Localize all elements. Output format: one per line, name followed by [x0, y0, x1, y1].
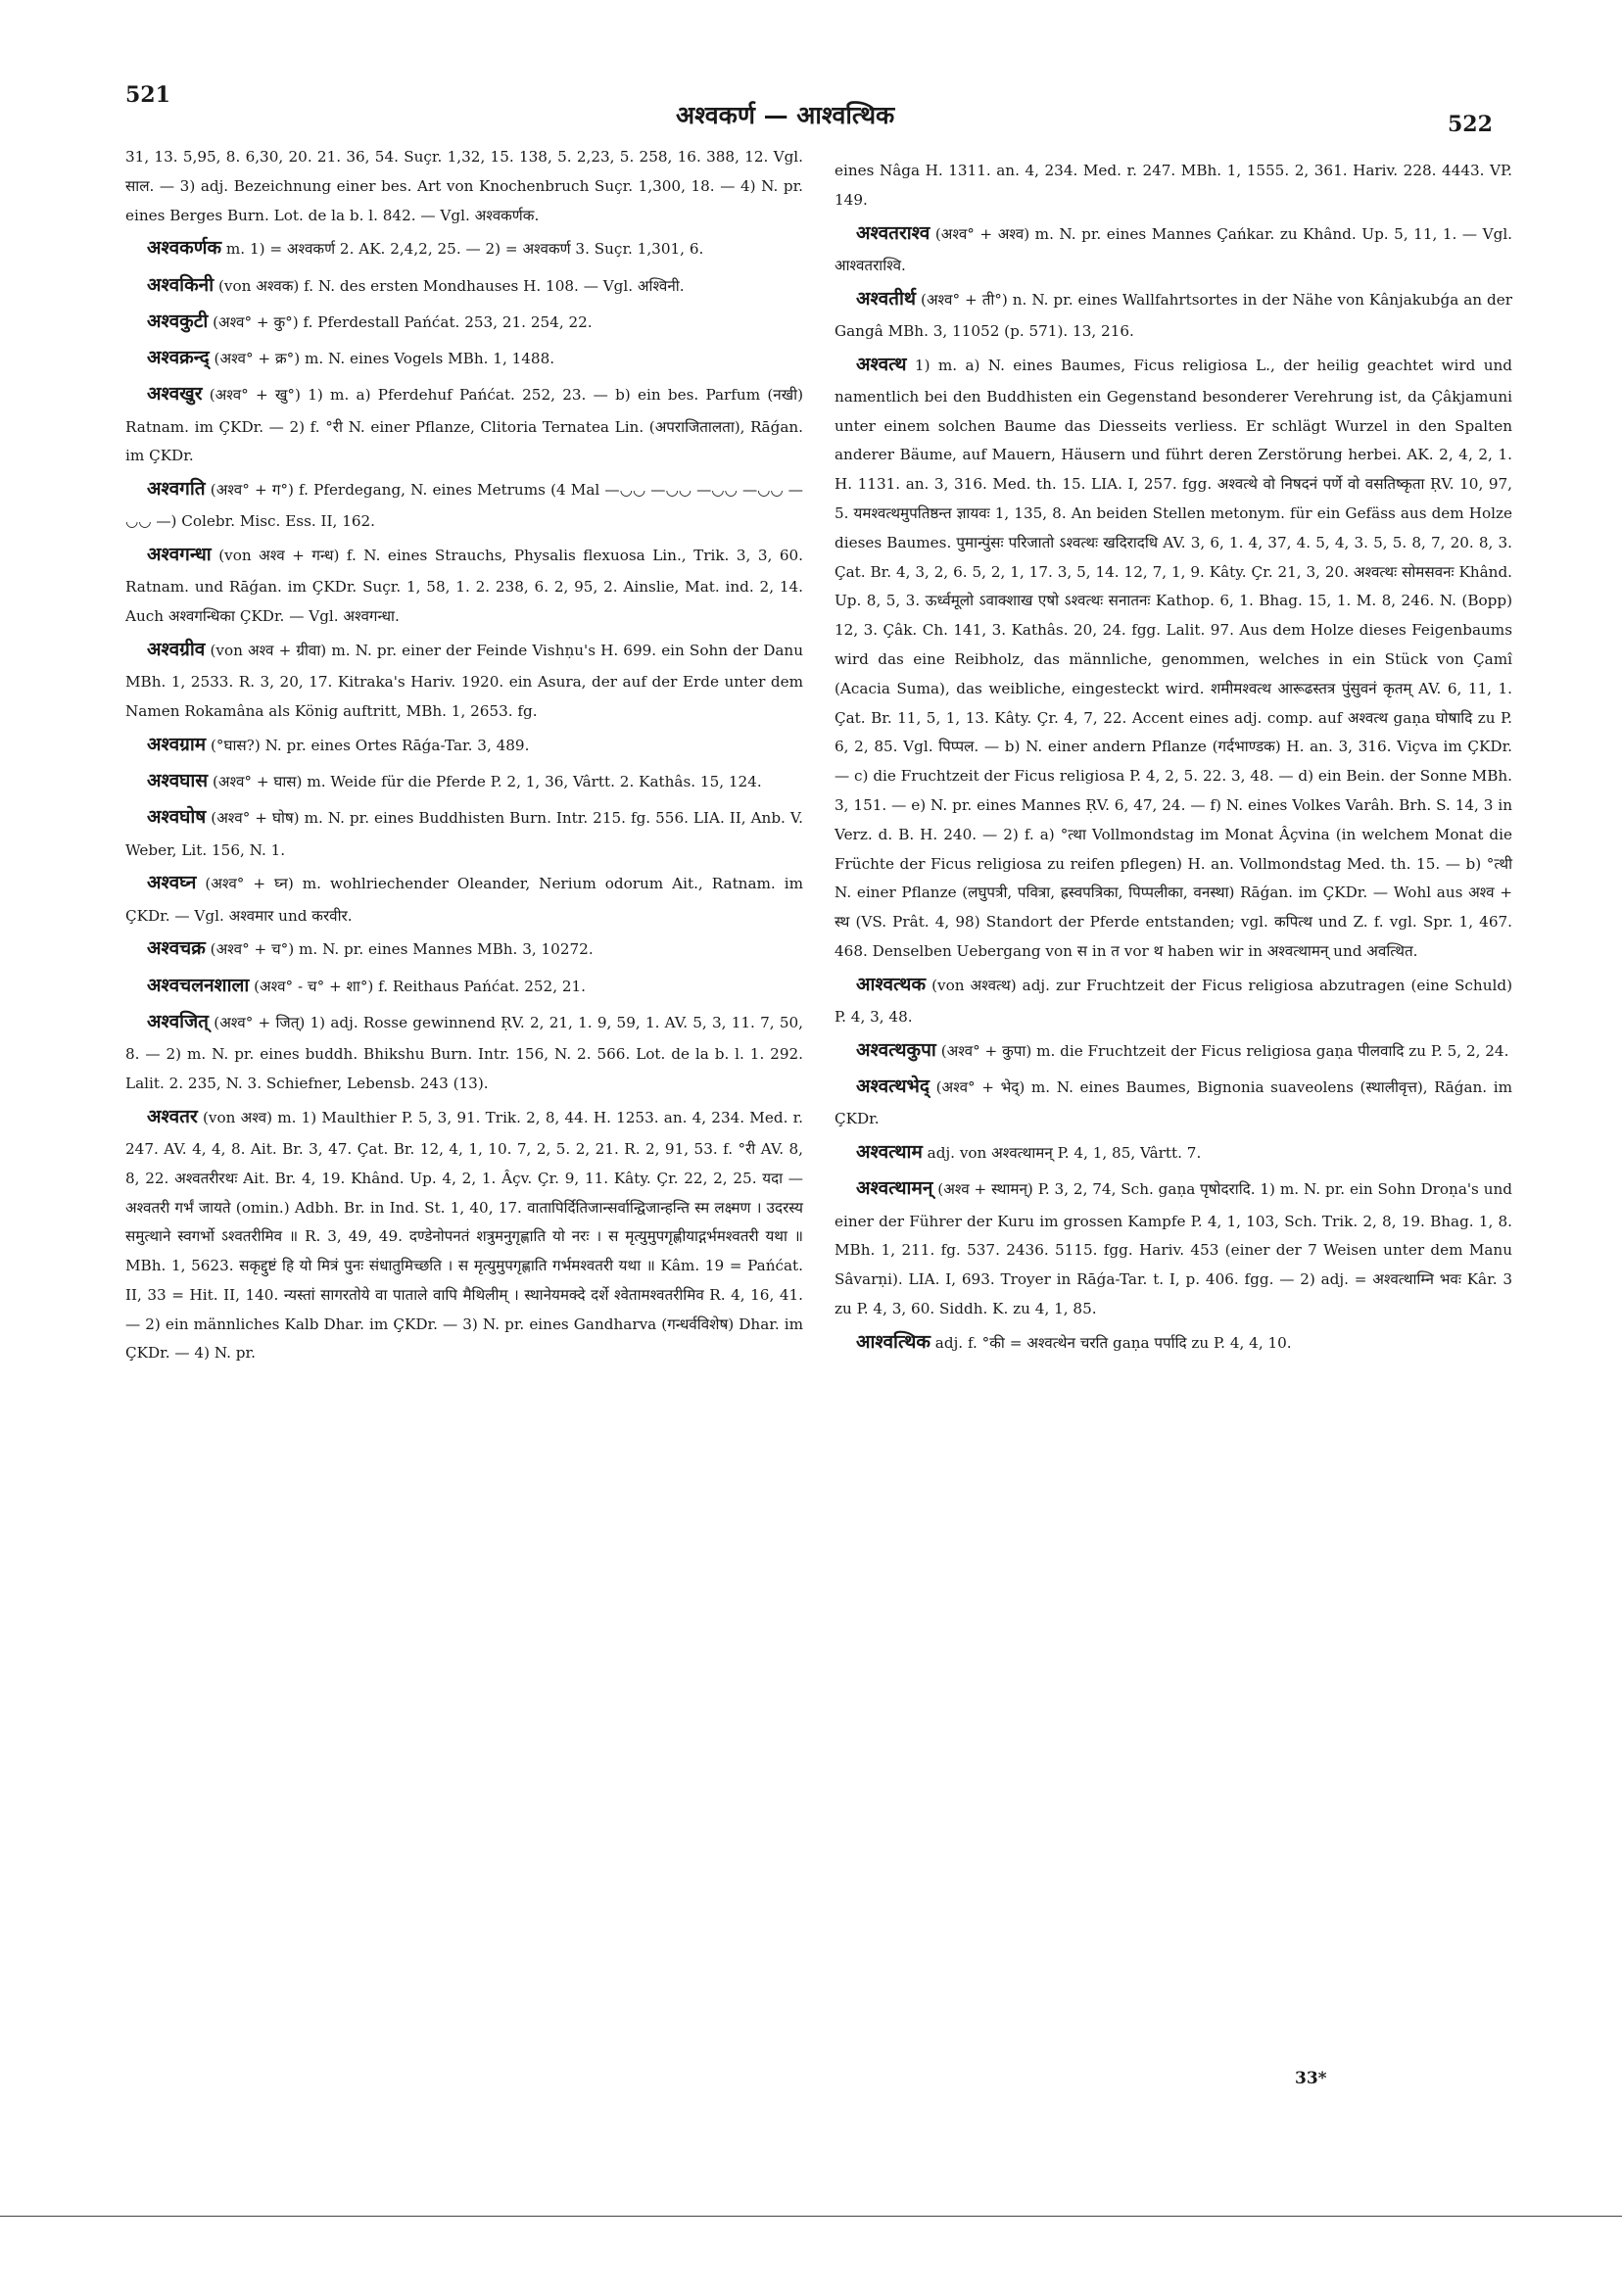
- dictionary-entry: [125, 340, 803, 376]
- entry-headword: अश्वत्थकुपा: [856, 1038, 936, 1061]
- entry-body: (अश्व° + ती°) n. N. pr. eines Wallfahrtsortes in der Nähe von Kânjakubǵa an der Gangâ MBh. 3, 11052 (p. 571). 13, 216.: [835, 290, 1513, 340]
- entry-body: (von अश्वक) f. N. des ersten Mondhauses H. 108. — Vgl. अश्विनी.: [217, 276, 685, 295]
- entry-headword: अश्वघोष: [147, 806, 207, 829]
- entry-headword: अश्वगति: [147, 478, 206, 501]
- entry-headword: अश्वतर: [147, 1105, 198, 1127]
- entry-body: (अश्व° + कुपा) m. die Fruchtzeit der Ficus religiosa gaṇa पीलवादि zu P. 5, 2, 24.: [940, 1041, 1509, 1060]
- right-column: [835, 157, 1512, 1361]
- dictionary-entry: [125, 931, 803, 967]
- entry-body: (अश्व + स्थामन्) P. 3, 2, 74, Sch. gaṇa पृषोदरादि. 1) m. N. pr. ein Sohn Droṇa's und einer der Führer der Kuru im grossen Kampfe P. 4, 1, 103, Sch. Trik. 2, 8, 19. Bhag. 1, 8. MBh. 1, 211. fg. 537. 2436. 5115. fgg. Hariv. 453 (einer der 7 Weisen unter dem Manu Sâvarṇi). LIA. I, 693. Troyer in Rāǵa-Tar. t. I, p. 406. fgg. — 2) adj. = अश्वत्थाम्नि भवः Kâr. 3 zu P. 4, 3, 60. Siddh. K. zu 4, 1, 85.: [835, 1180, 1512, 1317]
- dictionary-entry: [835, 281, 1512, 347]
- entry-body: (अश्व° + घ्न) m. wohlriechender Oleander, Nerium odorum Ait., Ratnam. im ÇKDr. — Vgl. अश्वमार und करवीर.: [125, 875, 803, 925]
- entry-body: (अश्व° + अश्व) m. N. pr. eines Mannes Çańkar. zu Khând. Up. 5, 11, 1. — Vgl. आश्वतराश्वि.: [835, 224, 1513, 274]
- entry-body: (अश्व° + जित्) 1) adj. Rosse gewinnend ṚV. 2, 21, 1. 9, 59, 1. AV. 5, 3, 11. 7, 50, 8. — 2) m. N. pr. eines buddh. Bhikshu Burn. Intr. 156, N. 2. 566. Lot. de la b. l. 1. 292. Lalit. 2. 235, N. 3. Schiefner, Lebensb. 243 (13).: [125, 1013, 804, 1092]
- dictionary-entry: [125, 1099, 803, 1369]
- dictionary-entry: [835, 1134, 1512, 1171]
- entry-headword: अश्वकिनी: [147, 273, 215, 296]
- dictionary-entry: [125, 267, 803, 304]
- entry-body: 1) m. a) N. eines Baumes, Ficus religiosa L., der heilig geachtet wird und namentlich bei den Buddhisten ein Gegenstand besonderer Verehrung ist, da Çâkjamuni unter einem solchen Baume das Diesseits verliess. Er schlägt Wurzel in den Spalten anderer Bäume, auf Mauern, Häusern und führt deren Zerstörung herbei. AK. 2, 4, 2, 1. H. 1131. an. 3, 316. Med. th. 15. LIA. I, 257. fgg. अश्वत्थे वो निषदनं पर्णे वो वसतिष्कृता ṚV. 10, 97, 5. यमश्वत्थमुपतिष्ठन्त ज्ञायवः 1, 135, 8. An beiden Stellen metonym. für ein Gefäss aus dem Holze dieses Baumes. पुमान्पुंसः परिजातो ऽश्वत्थः खदिरादधि AV. 3, 6, 1. 4, 37, 4. 5, 4, 3. 5, 5. 8, 7, 20. 8, 3. Çat. Br. 4, 3, 2, 6. 5, 2, 1, 17. 3, 5, 14. 12, 7, 1, 9. Kâty. Çr. 21, 3, 20. अश्वत्थः सोमसवनः Khând. Up. 8, 5, 3. ऊर्ध्वमूलो ऽवाक्शाख एषो ऽश्वत्थः सनातनः Kathop. 6, 1. Bhag. 15, 1. M. 8, 246. N. (Bopp) 12, 3. Çâk. Ch. 141, 3. Kathâs. 20, 24. fgg. Lalit. 97. Aus dem Holze dieses Feigenbaums wird das eine Reibholz, das männliche, genommen, welches in ein Stück von Çamî (Acacia Suma), das weibliche, eingesteckt wird. शमीमश्वत्थ आरूढस्तत्र पुंसुवनं कृतम् AV. 6, 11, 1. Çat. Br. 11, 5, 1, 13. Kâty. Çr. 4, 7, 22. Accent eines adj. comp. auf अश्वत्थ gaṇa घोषादि zu P. 6, 2, 85. Vgl. पिप्पल. — b) N. einer andern Pflanze (गर्दभाण्डक) H. an. 3, 316. Viçva im ÇKDr. — c) die Fruchtzeit der Ficus religiosa P. 4, 2, 5. 22. 3, 48. — d) ein Bein. der Sonne MBh. 3, 151. — e) N. pr. eines Mannes ṚV. 6, 47, 24. — f) N. eines Volkes Varâh. Brh. S. 14, 3 in Verz. d. B. H. 240. — 2) f. a) °त्था Vollmondstag im Monat Âçvina (in welchem Monat die Früchte der Ficus religiosa zu reifen pflegen) H. an. Vollmondstag Med. th. 15. — b) °त्थी N. einer Pflanze (लघुपत्री, पवित्रा, ह्रस्वपत्रिका, पिप्पलीका, वनस्था) Rāǵan. im ÇKDr. — Wohl aus अश्व + स्थ (VS. Prât. 4, 98) Standort der Pferde entstanden; vgl. कपित्थ und Z. f. vgl. Spr. 1, 467. 468. Denselben Uebergang von स in त vor थ haben wir in अश्वत्थामन् und अवत्थित.: [835, 356, 1512, 961]
- page-number-left: 521: [125, 82, 170, 108]
- dictionary-entry: [125, 376, 803, 471]
- entry-headword: अश्वघ्न: [147, 872, 197, 894]
- entry-body: (अश्व° + ग°) f. Pferdegang, N. eines Metrums (4 Mal —◡◡ —◡◡ —◡◡ —◡◡ —◡◡ —) Colebr. Misc. Ess. II, 162.: [125, 481, 803, 531]
- dictionary-entry: [835, 1171, 1512, 1323]
- entry-headword: अश्वकर्णक: [147, 237, 222, 260]
- entry-headword: अश्वक्रन्द्: [147, 347, 210, 369]
- entry-headword: अश्वतीर्थ: [856, 287, 917, 310]
- entry-headword: अश्वत्थाम: [856, 1141, 923, 1164]
- dictionary-entry: [835, 157, 1512, 215]
- entry-body: eines Nâga H. 1311. an. 4, 234. Med. r. 247. MBh. 1, 1555. 2, 361. Hariv. 228. 4443. VP. 149.: [835, 162, 1512, 209]
- left-column: [125, 143, 803, 1368]
- entry-body: (von अश्व) m. 1) Maulthier P. 5, 3, 91. Trik. 2, 8, 44. H. 1253. an. 4, 234. Med. r. 247. AV. 4, 4, 8. Ait. Br. 3, 47. Çat. Br. 12, 4, 1, 10. 7, 2, 5. 2, 21. R. 2, 91, 53. f. °री AV. 8, 8, 22. अश्वतरीरथः Ait. Br. 4, 19. Khând. Up. 4, 2, 1. Âçv. Çr. 9, 11. Kâty. Çr. 22, 2, 25. यदा — अश्वतरी गर्भं जायते (omin.) Adbh. Br. in Ind. St. 1, 40, 17. वातापिर्दितिजान्सर्वान्द्विजान्हन्ति स्म लक्ष्मण । उदरस्य समुत्थाने स्वगर्भो ऽश्वतरीमिव ॥ R. 3, 49, 49. दण्डेनोपनतं शत्रुमनुगृह्णाति यो नरः । स मृत्युमुपगृह्णीयाद्गर्भमश्वतरी यथा ॥ MBh. 1, 5623. सकृद्दुष्टं हि यो मित्रं पुनः संधातुमिच्छति । स मृत्युमुपगृह्णाति गर्भमश्वतरी यथा ॥ Kâm. 19 = Pańćat. II, 33 = Hit. II, 140. न्यस्तां सागरतोये वा पाताले वापि मैथिलीम् । स्थानेयमक्दे दर्शे श्वेतामश्वतरीमिव R. 4, 16, 41. — 2) ein männliches Kalb Dhar. im ÇKDr. — 3) N. pr. eines Gandharva (गन्धर्वविशेष) Dhar. im ÇKDr. — 4) N. pr.: [125, 1108, 804, 1363]
- entry-headword: अश्वचक्र: [147, 937, 206, 960]
- bottom-rule: [0, 2216, 1622, 2217]
- entry-body: (अश्व° - च° + शा°) f. Reithaus Pańćat. 252, 21.: [254, 977, 587, 995]
- entry-headword: अश्वत्थ: [856, 353, 907, 375]
- entry-body: (von अश्व + ग्रीवा) m. N. pr. einer der Feinde Vishṇu's H. 699. ein Sohn der Danu MBh. 1, 2533. R. 3, 20, 17. Kitraka's Hariv. 1920. ein Asura, der auf der Erde unter dem Namen Rokamâna als König auftritt, MBh. 1, 2653. fg.: [125, 642, 803, 721]
- dictionary-entry: [125, 230, 803, 266]
- dictionary-entry: [125, 799, 803, 865]
- dictionary-entry: [835, 347, 1512, 967]
- dictionary-entry: [125, 537, 803, 632]
- entry-body: (अश्व° + कु°) f. Pferdestall Pańćat. 253, 21. 254, 22.: [213, 312, 593, 331]
- entry-body: m. 1) = अश्वकर्ण 2. AK. 2,4,2, 25. — 2) = अश्वकर्ण 3. Suçr. 1,301, 6.: [225, 240, 704, 259]
- dictionary-entry: [125, 1004, 803, 1099]
- entry-headword: अश्वकुटी: [147, 310, 209, 332]
- entry-body: (अश्व° + भेद्) m. N. eines Baumes, Bignonia suaveolens (स्थालीवृत्त), Rāǵan. im ÇKDr.: [835, 1078, 1513, 1128]
- entry-body: 31, 13. 5,95, 8. 6,30, 20. 21. 36, 54. Suçr. 1,32, 15. 138, 5. 2,23, 5. 258, 16. 388, 12. Vgl. साल. — 3) adj. Bezeichnung einer bes. Art von Knochenbruch Suçr. 1,300, 18. — 4) N. pr. eines Berges Burn. Lot. de la b. l. 842. — Vgl. अश्वकर्णक.: [125, 148, 803, 224]
- entry-body: (अश्व° + खु°) 1) m. a) Pferdehuf Pańćat. 252, 23. — b) ein bes. Parfum (नखी) Ratnam. im ÇKDr. — 2) f. °री N. einer Pflanze, Clitoria Ternatea Lin. (अपराजितालता), Rāǵan. im ÇKDr.: [125, 386, 803, 465]
- entry-body: (°घास?) N. pr. eines Ortes Rāǵa-Tar. 3, 489.: [210, 736, 530, 754]
- dictionary-entry: [125, 143, 803, 230]
- dictionary-entry: [125, 471, 803, 537]
- dictionary-entry: [125, 727, 803, 763]
- dictionary-entry: [125, 632, 803, 727]
- entry-body: (von अश्वत्थ) adj. zur Fruchtzeit der Ficus religiosa abzutragen (eine Schuld) P. 4, 3, 48.: [835, 976, 1512, 1027]
- entry-body: (अश्व° + घास) m. Weide für die Pferde P. 2, 1, 36, Vârtt. 2. Kathâs. 15, 124.: [212, 773, 762, 791]
- entry-headword: अश्वग्राम: [147, 733, 207, 755]
- entry-body: (अश्व° + क्र°) m. N. eines Vogels MBh. 1, 1488.: [214, 350, 555, 368]
- entry-headword: अश्वतराश्व: [856, 221, 930, 244]
- page-number-right: 522: [1448, 112, 1493, 137]
- entry-headword: अश्वघास: [147, 770, 209, 792]
- entry-headword: अश्वग्रीव: [147, 639, 206, 661]
- entry-headword: अश्वत्थभेद्: [856, 1076, 930, 1098]
- entry-headword: अश्वखुर: [147, 383, 203, 406]
- entry-headword: अश्वत्थामन्: [856, 1177, 933, 1200]
- dictionary-entry: [835, 967, 1512, 1032]
- entry-headword: अश्वजित्: [147, 1010, 210, 1032]
- entry-body: adj. von अश्वत्थामन् P. 4, 1, 85, Vârtt. 7.: [927, 1144, 1202, 1163]
- dictionary-entry: [125, 865, 803, 931]
- entry-body: (von अश्व + गन्ध) f. N. eines Strauchs, Physalis flexuosa Lin., Trik. 3, 3, 60. Ratnam. und Rāǵan. im ÇKDr. Suçr. 1, 58, 1. 2. 238, 6. 2, 95, 2. Ainslie, Mat. ind. 2, 14. Auch अश्वगन्धिका ÇKDr. — Vgl. अश्वगन्धा.: [125, 547, 803, 626]
- dictionary-entry: [835, 215, 1512, 281]
- entry-body: (अश्व° + घोष) m. N. pr. eines Buddhisten Burn. Intr. 215. fg. 556. LIA. II, Anb. V. Weber, Lit. 156, N. 1.: [125, 809, 803, 859]
- dictionary-entry: [125, 763, 803, 799]
- entry-body: (अश्व° + च°) m. N. pr. eines Mannes MBh. 3, 10272.: [210, 940, 594, 959]
- dictionary-entry: [125, 304, 803, 340]
- entry-headword: आश्वत्थक: [856, 973, 927, 995]
- entry-headword: अश्वचलनशाला: [147, 974, 250, 996]
- dictionary-entry: [125, 968, 803, 1004]
- signature-mark: 33*: [1295, 2069, 1327, 2088]
- entry-headword: अश्वगन्धा: [147, 544, 212, 566]
- entry-headword: आश्वत्थिक: [856, 1330, 930, 1353]
- dictionary-entry: [835, 1324, 1512, 1361]
- dictionary-entry: [835, 1032, 1512, 1069]
- entry-body: adj. f. °की = अश्वत्थेन चरति gaṇa पर्पादि zu P. 4, 4, 10.: [934, 1333, 1292, 1352]
- running-head: अश्वकर्ण — आश्वत्थिक: [676, 101, 895, 129]
- dictionary-entry: [835, 1069, 1512, 1134]
